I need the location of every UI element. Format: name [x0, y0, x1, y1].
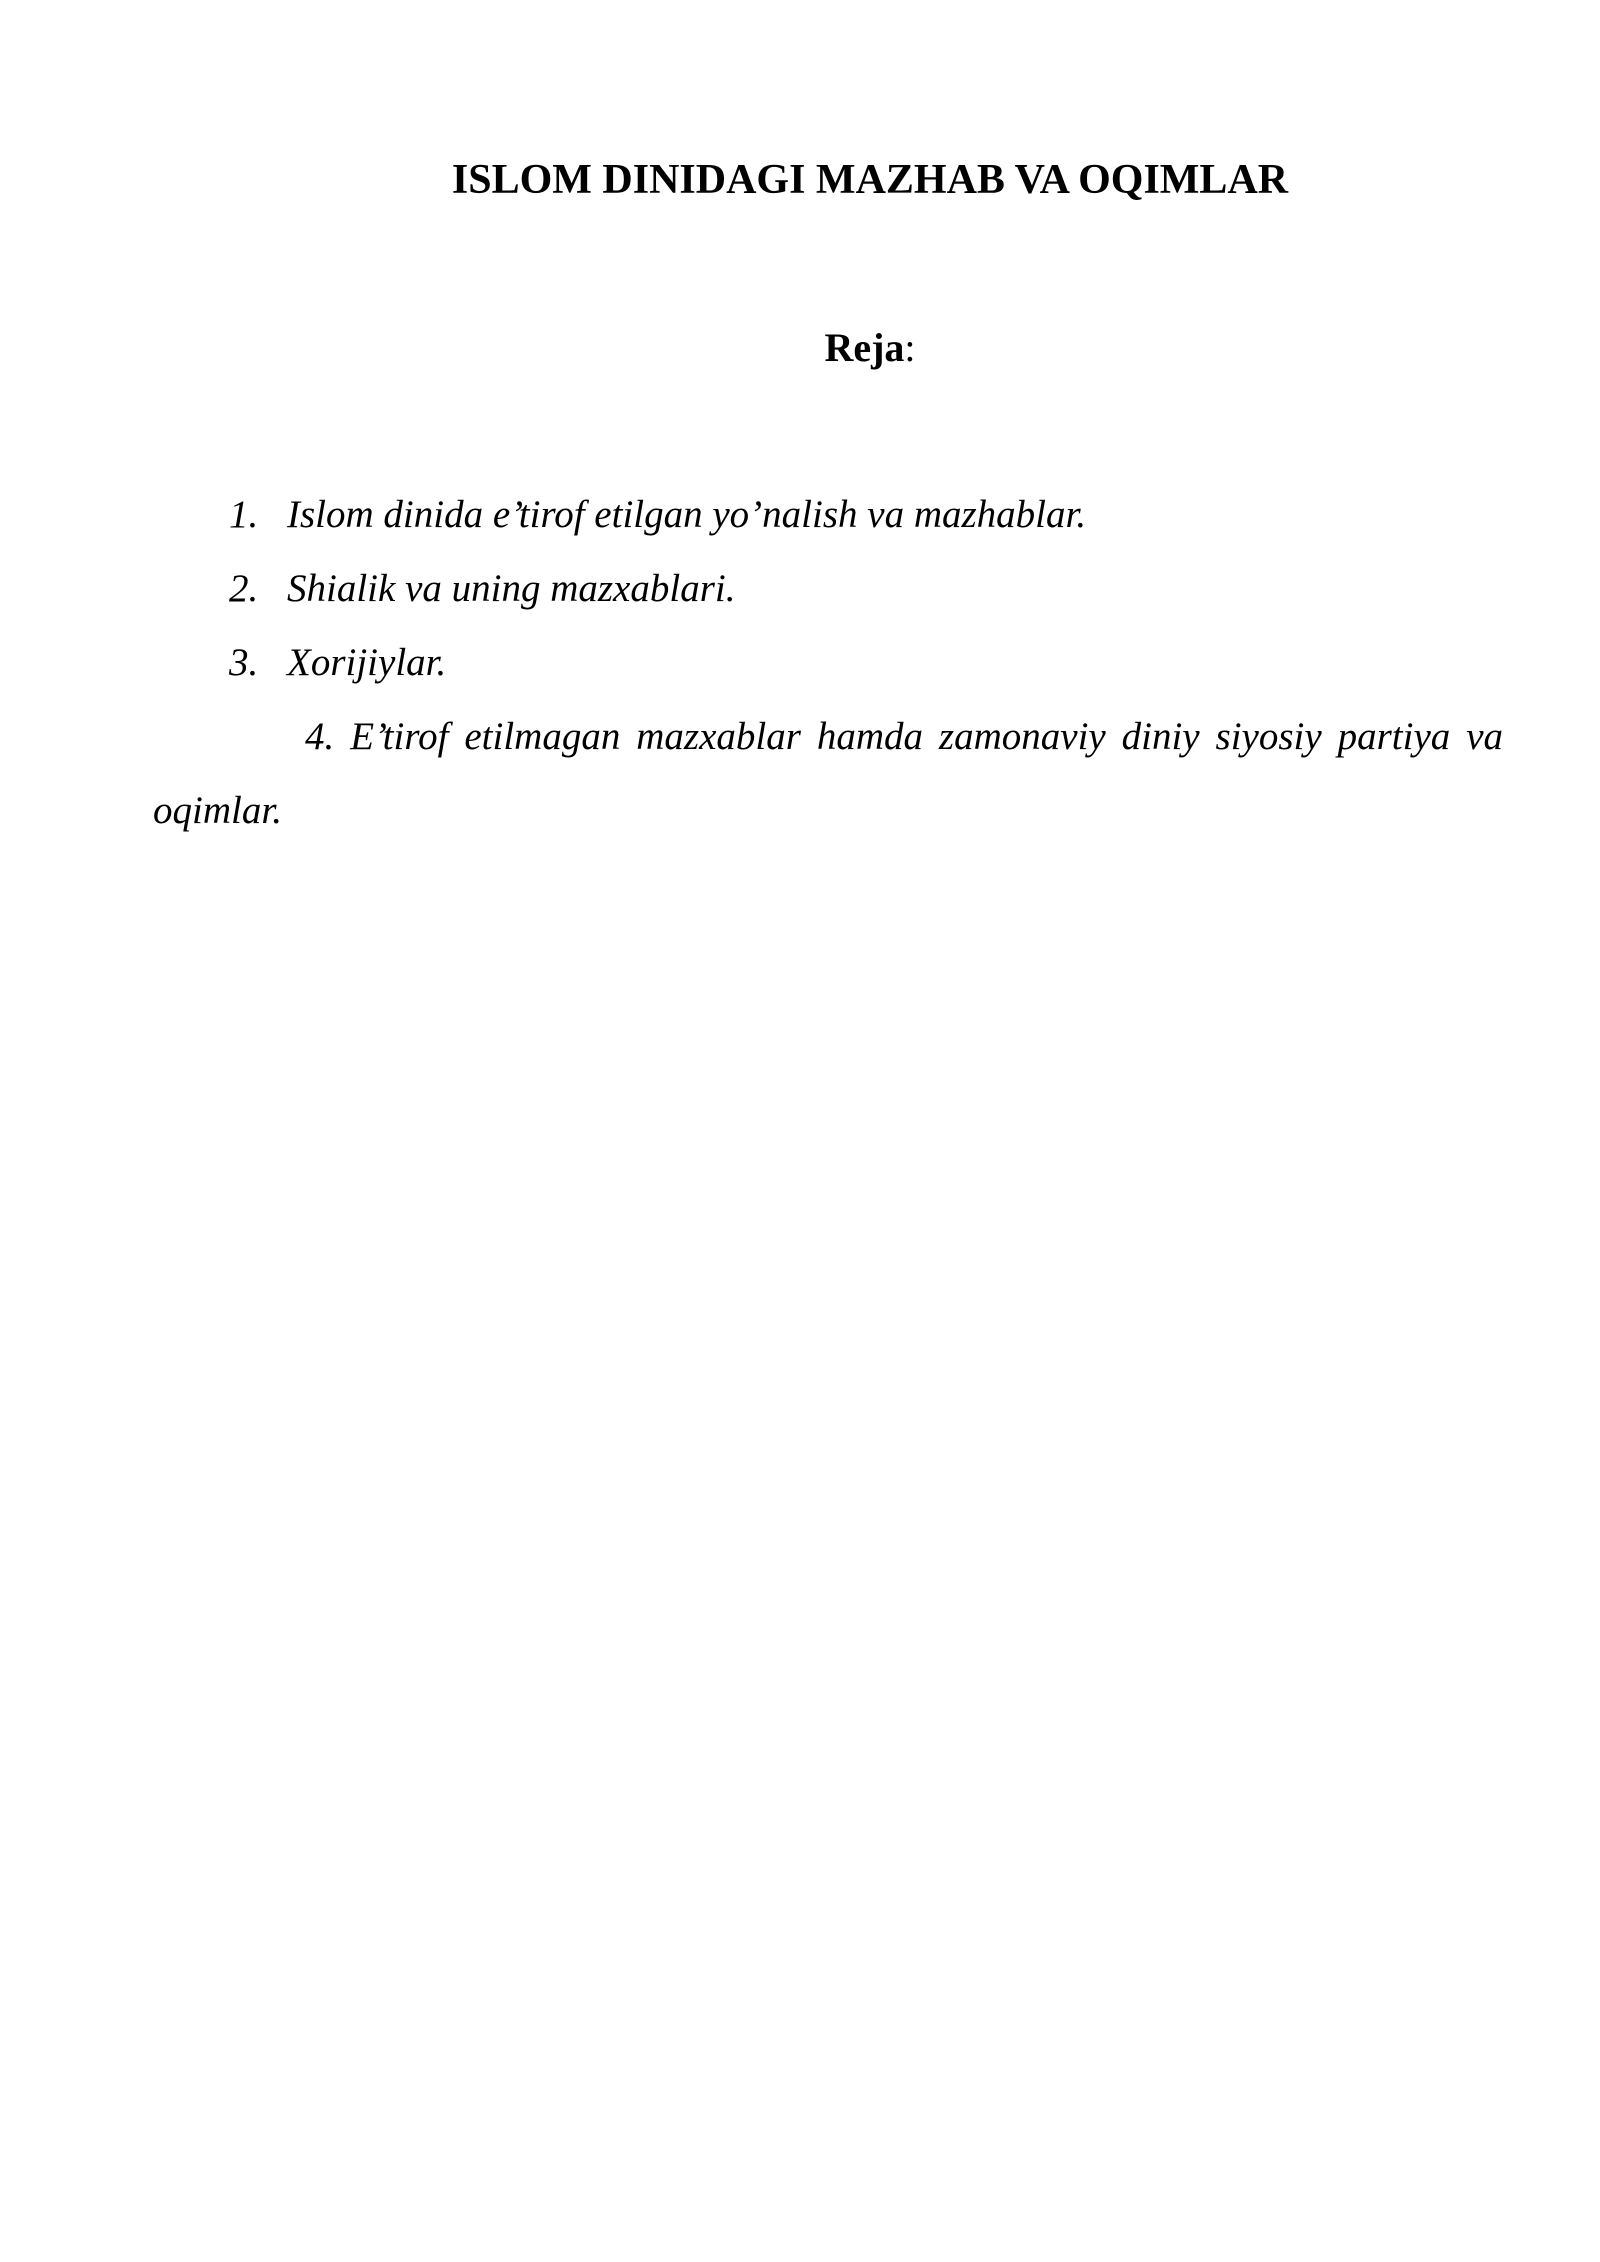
plan-item-text: Shialik va uning mazxablari. [287, 567, 736, 610]
plan-heading-label: Reja [824, 325, 905, 370]
plan-item [153, 478, 1503, 552]
plan-item [153, 552, 1503, 626]
plan-heading-colon: : [904, 325, 916, 370]
plan-item-number: 4. [305, 715, 335, 758]
plan-item-number: 3. [229, 641, 259, 684]
plan-item-text: Islom dinida e’tirof etilgan yo’nalish va mazhablar. [287, 493, 1087, 536]
document-title: ISLOM DINIDAGI MAZHAB VA OQIMLAR [451, 157, 1289, 203]
plan-heading [0, 320, 1600, 376]
plan-item [153, 626, 1503, 700]
plan-item-number: 2. [229, 567, 259, 610]
plan-list [153, 478, 1503, 848]
plan-item-text: Xorijiylar. [287, 641, 447, 684]
plan-item-text: E’tirof etilmagan mazxablar hamda zamonaviy diniy siyosiy partiya va oqimlar. [153, 715, 1504, 832]
plan-item [153, 700, 1503, 848]
plan-item-number: 1. [229, 493, 259, 536]
